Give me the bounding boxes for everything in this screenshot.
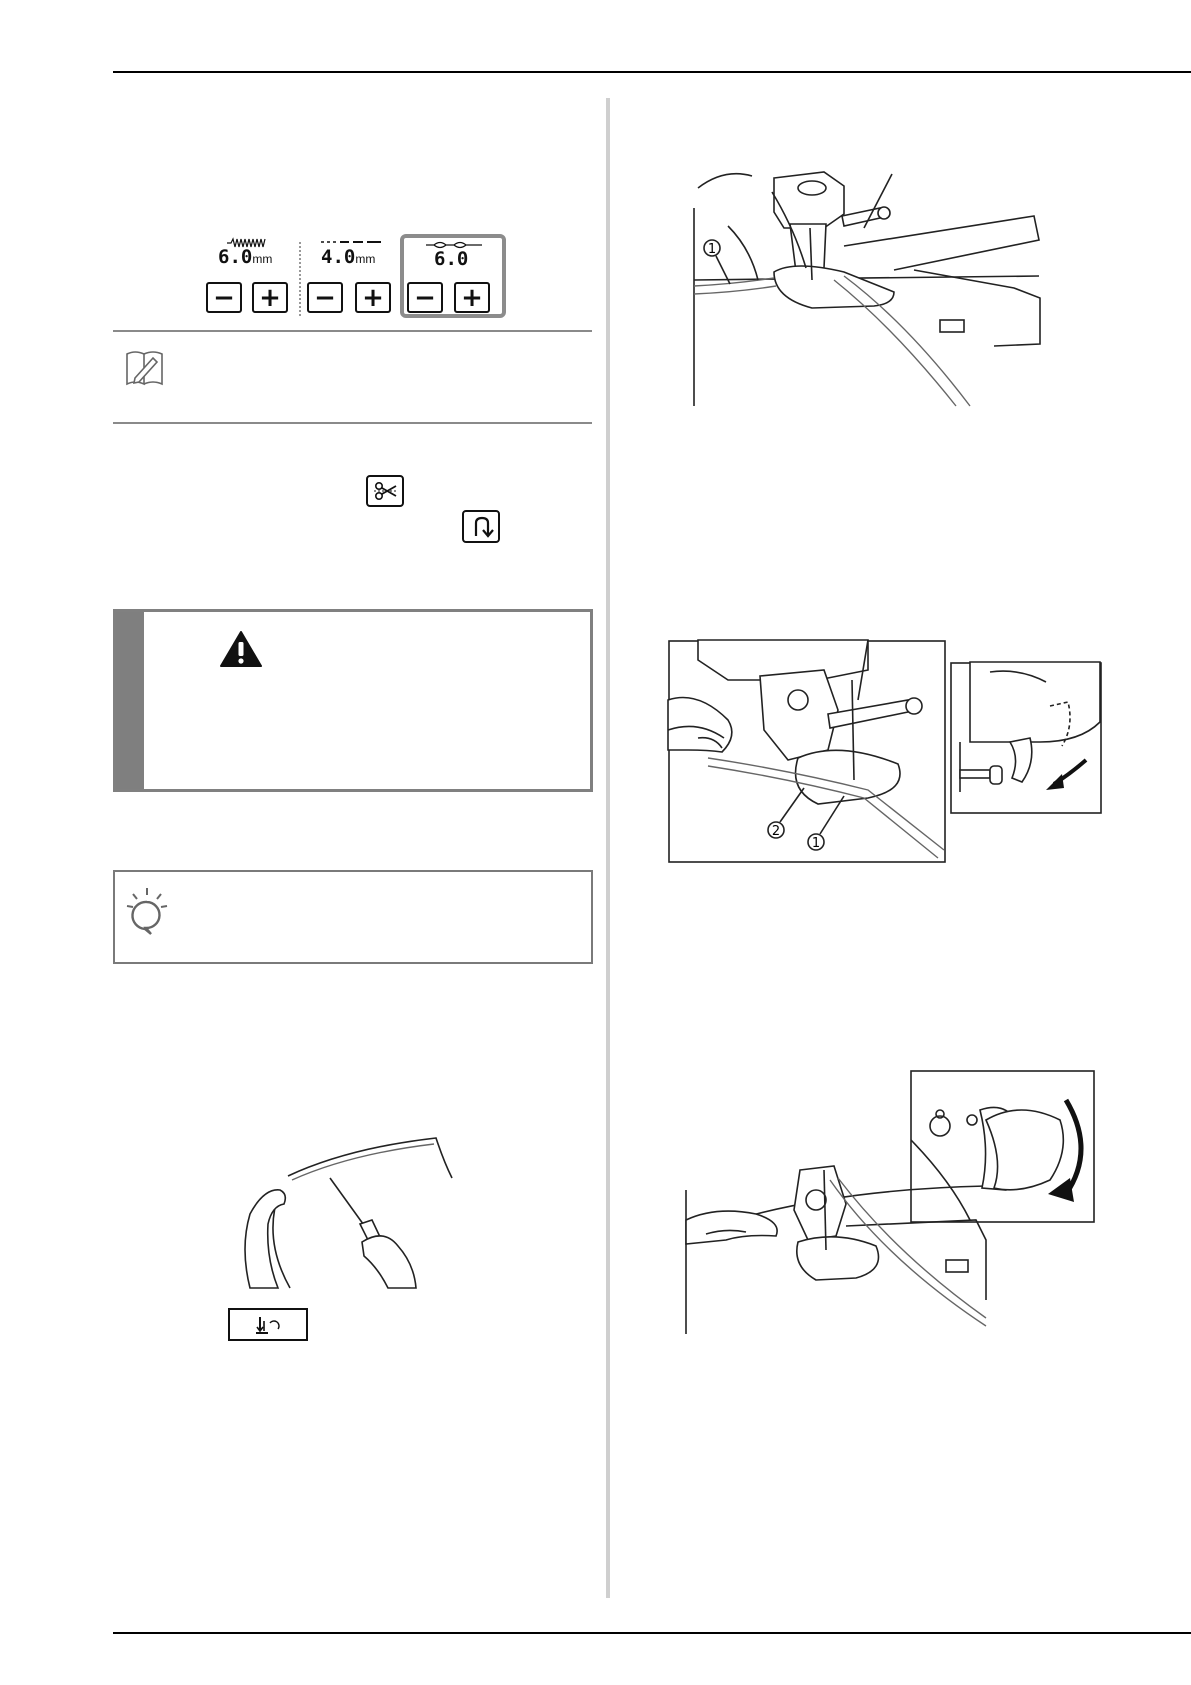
stitch-settings-panel bbox=[200, 236, 520, 320]
width-minus-button[interactable]: − bbox=[206, 282, 242, 313]
cord-left-2 bbox=[694, 286, 776, 294]
lightbulb-note-icon bbox=[125, 886, 169, 938]
caution-side-bar bbox=[116, 612, 144, 789]
fig2-callout-2-leader bbox=[780, 788, 804, 822]
reverse-stitch-key bbox=[462, 510, 500, 543]
foot-screw-knob bbox=[878, 207, 890, 219]
width-setting bbox=[200, 236, 296, 320]
presser-foot-figure-2 bbox=[668, 640, 948, 865]
thread-cutter-key bbox=[366, 475, 404, 507]
machine-bed-top bbox=[694, 276, 1039, 280]
bobbin-pin-top bbox=[936, 1110, 944, 1118]
shaft-knob bbox=[906, 698, 922, 714]
arrow-head bbox=[1046, 774, 1064, 790]
fabric-curve bbox=[728, 226, 758, 280]
memo-bottom-rule bbox=[113, 422, 592, 424]
foot-shaft bbox=[828, 700, 908, 728]
fig2-callout-1: 1 bbox=[811, 836, 821, 851]
plate-slot bbox=[940, 320, 964, 332]
length-value: 4.0 bbox=[321, 246, 356, 268]
tension-value: 6.0 bbox=[434, 248, 469, 270]
width-value: 6.0 bbox=[218, 246, 253, 268]
plate-slot bbox=[946, 1260, 968, 1272]
hand-on-wheel bbox=[986, 1110, 1063, 1190]
stop-button bbox=[967, 1115, 977, 1125]
presser-foot bbox=[797, 1237, 879, 1280]
lever-inset-figure bbox=[950, 662, 1102, 814]
rotate-arrow-head bbox=[1048, 1178, 1074, 1202]
tension-plus-button[interactable]: + bbox=[454, 282, 490, 313]
right-hand bbox=[362, 1236, 416, 1288]
foot-screw bbox=[842, 208, 880, 226]
lever bbox=[1010, 738, 1032, 782]
tension-minus-button[interactable]: − bbox=[407, 282, 443, 313]
memo-pencil-icon bbox=[125, 350, 165, 386]
thread-to-callout bbox=[864, 174, 892, 228]
footer-rule bbox=[113, 1632, 1191, 1634]
rod-knob bbox=[990, 766, 1002, 784]
machine-body bbox=[911, 1140, 970, 1220]
presser-foot-lifter-key bbox=[228, 1308, 308, 1341]
setting-separator bbox=[299, 242, 301, 316]
reverse-stitch-key-icon bbox=[473, 516, 491, 538]
machine-side bbox=[970, 662, 1100, 742]
length-value-row bbox=[321, 246, 375, 268]
width-unit: mm bbox=[252, 252, 273, 266]
presser-holder bbox=[760, 670, 838, 760]
bobbin-pin bbox=[930, 1116, 950, 1136]
length-plus-button[interactable]: + bbox=[355, 282, 391, 313]
hand-holding-cord bbox=[686, 1211, 777, 1244]
presser-bar bbox=[790, 224, 826, 272]
handwheel-inset-figure bbox=[910, 1070, 1095, 1224]
rod-collar bbox=[960, 770, 990, 778]
caution-box bbox=[113, 609, 593, 792]
guide-plate bbox=[844, 216, 1039, 270]
note-box bbox=[113, 870, 593, 964]
header-rule bbox=[113, 71, 1191, 73]
width-plus-button[interactable]: + bbox=[252, 282, 288, 313]
column-divider bbox=[606, 98, 610, 1598]
length-setting bbox=[303, 236, 399, 320]
fig2-callout-2: 2 bbox=[771, 824, 781, 839]
throat-plate bbox=[914, 270, 1040, 346]
warning-triangle-icon bbox=[219, 630, 263, 668]
stitch-length-icon bbox=[321, 238, 383, 246]
presser-foot-lifter-key-icon bbox=[254, 1315, 284, 1335]
memo-top-rule bbox=[113, 330, 592, 332]
hand-holding-cord bbox=[668, 698, 732, 753]
seam-ripper-illustration bbox=[238, 1128, 460, 1290]
tension-setting bbox=[400, 234, 506, 318]
seam-line bbox=[292, 1144, 434, 1180]
presser-holder bbox=[794, 1166, 846, 1240]
left-hand bbox=[245, 1190, 285, 1288]
seam-ripper-blade bbox=[330, 1178, 366, 1228]
length-minus-button[interactable]: − bbox=[307, 282, 343, 313]
machine-top-curve bbox=[698, 174, 752, 188]
scissors-key-icon bbox=[374, 481, 398, 501]
length-unit: mm bbox=[355, 252, 376, 266]
presser-foot-figure-1 bbox=[694, 168, 1039, 408]
width-value-row bbox=[218, 246, 272, 268]
fig1-callout-1: 1 bbox=[707, 242, 717, 257]
